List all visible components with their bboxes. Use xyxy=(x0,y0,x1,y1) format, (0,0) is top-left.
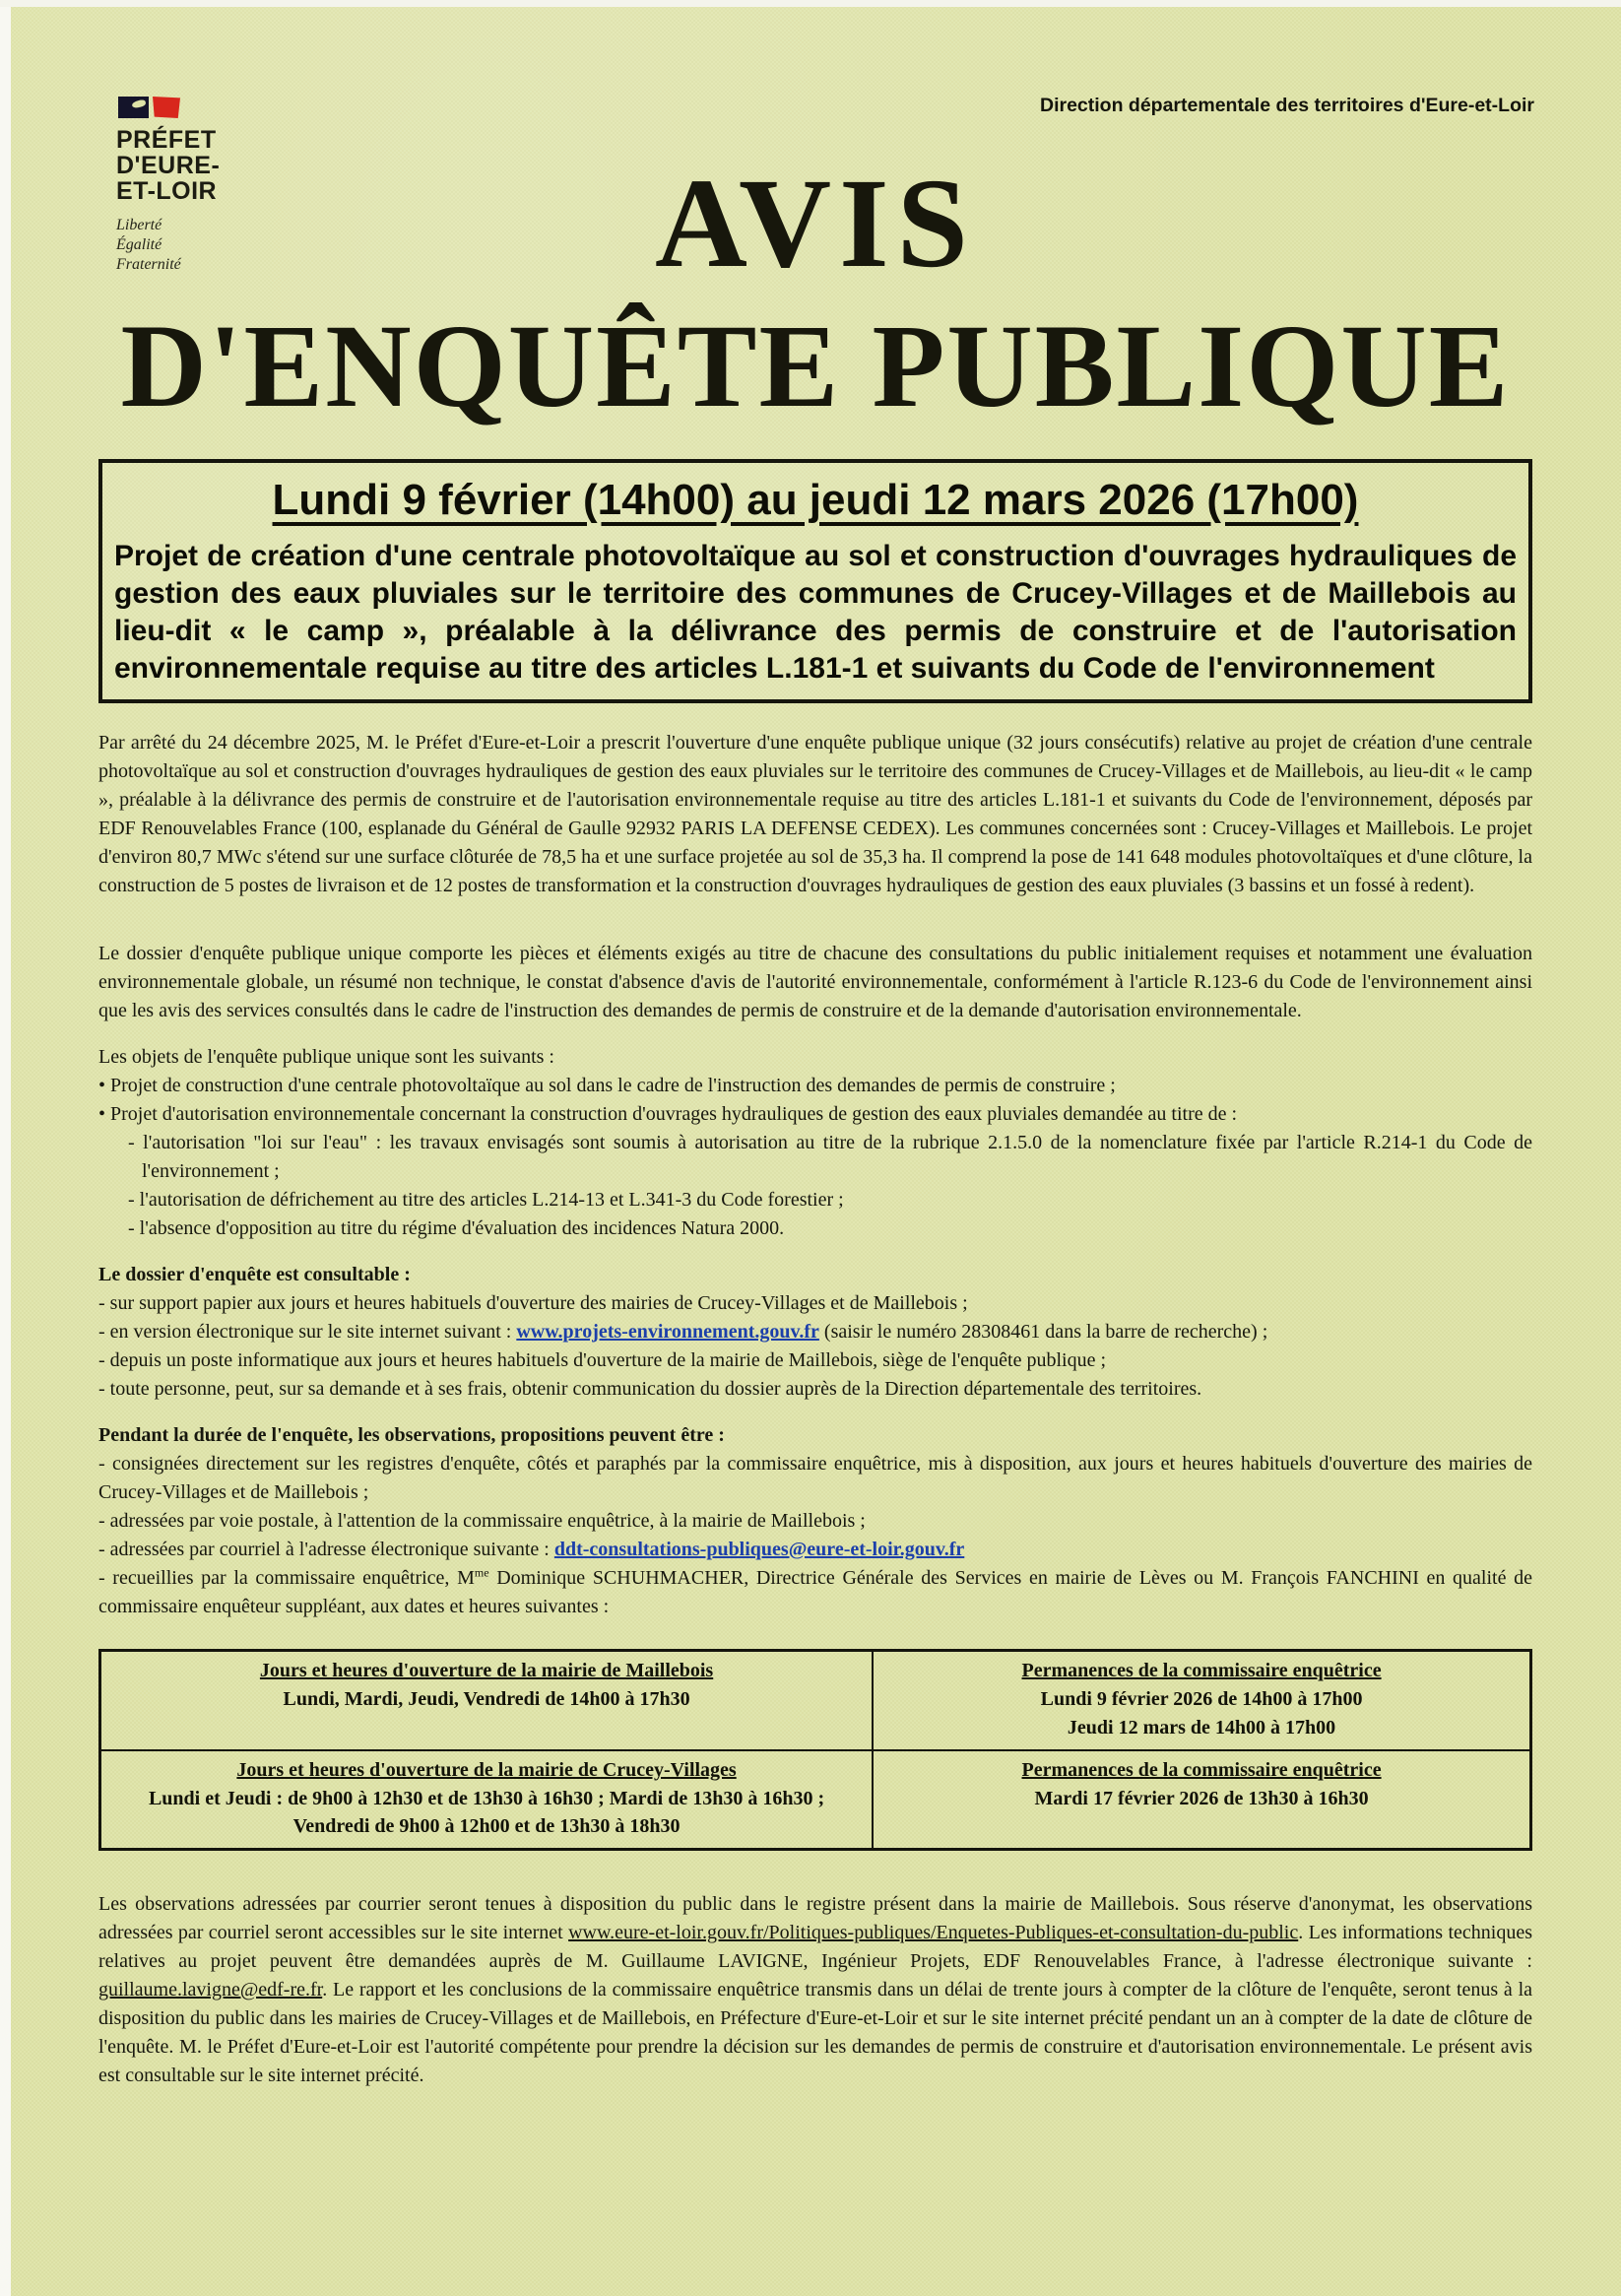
table-row-crucey-villages xyxy=(100,1750,1531,1850)
consultation-item-computer: - depuis un poste informatique aux jours et heures habituels d'ouverture de la mairie de Maillebois, siège de l'enquête publique ; xyxy=(98,1349,1107,1371)
closing-paragraph xyxy=(98,1890,1532,2090)
maillebois-hours-value: Lundi, Mardi, Jeudi, Vendredi de 14h00 à 17h30 xyxy=(283,1688,690,1710)
intro-paragraph: Par arrêté du 24 décembre 2025, M. le Préfet d'Eure-et-Loir a prescrit l'ouverture d'une enquête publique unique (32 jours consécutifs) relative au projet de création d'une centrale photovoltaïque au sol et construction d'ouvrages hydrauliques de gestion des eaux pluviales sur le territoire des communes de Crucey-Villages et de Maillebois, au lieu-dit « le camp », préalable à la délivrance des permis de construire et de l'autorisation environnementale requise au titre des articles L.181-1 et suivants du Code de l'environnement, déposés par EDF Renouvelables France (100, esplanade du Général de Gaulle 92932 PARIS LA DEFENSE CEDEX). Les communes concernées sont : Crucey-Villages et Maillebois. Le projet d'environ 80,7 MWc s'étend sur une surface clôturée de 78,5 ha et une surface projetée au sol de 35,3 ha. Il comprend la pose de 141 648 modules photovoltaïques et d'une clôture, la construction de 5 postes de livraison et de 12 postes de transformation et la construction d'ouvrages hydrauliques de gestion des eaux pluviales (3 bassins et un fossé à redent). xyxy=(98,732,1532,896)
objects-sub-natura2000: - l'absence d'opposition au titre du régime d'évaluation des incidences Natura 2000. xyxy=(128,1217,785,1239)
objects-bullet-construction: • Projet de construction d'une centrale photovoltaïque au sol dans le cadre de l'instruction des demandes de permis de construire ; xyxy=(98,1075,1116,1096)
consultation-header: Le dossier d'enquête est consultable : xyxy=(98,1264,411,1285)
motto-liberte: Liberté xyxy=(116,217,162,233)
permanence-date-1: Lundi 9 février 2026 de 14h00 à 17h00 xyxy=(1040,1688,1363,1710)
closing-part1: Les observations adressées par courrier seront tenues à disposition du public dans le registre présent dans la mairie de Maillebois. Sous réserve d'anonymat, les observations adressées par courriel seront accessibles sur le site internet xyxy=(98,1893,1532,1943)
observations-courriel-prefix: - adressées par courriel à l'adresse électronique suivante : xyxy=(98,1539,554,1560)
crucey-hours-value: Lundi et Jeudi : de 9h00 à 12h30 et de 13h30 à 16h30 ; Mardi de 13h30 à 16h30 ; Vendredi de 9h00 à 12h00 et de 13h30 à 18h30 xyxy=(148,1788,825,1837)
prefecture-name-line3: ET-LOIR xyxy=(116,177,218,205)
department-direction-line: Direction départementale des territoires d'Eure-et-Loir xyxy=(1039,95,1534,116)
lavigne-email-link[interactable]: guillaume.lavigne@edf-re.fr xyxy=(98,1979,323,2001)
scan-edge-top xyxy=(0,0,1621,7)
mme-superscript: me xyxy=(474,1565,489,1580)
french-republic-flag-icon xyxy=(118,97,372,118)
ddt-email-link[interactable]: ddt-consultations-publiques@eure-et-loir.gouv.fr xyxy=(553,1539,965,1560)
objects-sub-defrichement: - l'autorisation de défrichement au titre des articles L.214-13 et L.341-3 du Code forestier ; xyxy=(128,1189,844,1211)
objects-sub-loi-eau: - l'autorisation "loi sur l'eau" : les travaux envisagés sont soumis à autorisation au titre de la rubrique 2.1.5.0 de la nomenclature fixée par l'article R.214-1 du Code de l'environnement ; xyxy=(128,1132,1532,1182)
title-line2: D'ENQUÊTE PUBLIQUE xyxy=(120,300,1511,432)
permanences-header-2: Permanences de la commissaire enquêtrice xyxy=(1021,1759,1382,1781)
closing-part3: . Le rapport et les conclusions de la commissaire enquêtrice transmis dans un délai de trente jours à compter de la clôture de l'enquête, seront tenus à la disposition du public dans les mairies de Crucey-Villages et de Maillebois, en Préfecture d'Eure-et-Loir et sur le site internet précité pendant un an à compter de la date de clôture de l'enquête. M. le Préfet d'Eure-et-Loir est l'autorité compétente pour prendre la décision sur les demandes de permis de construire et d'autorisation environnementale. Le présent avis est consultable sur le site internet précité. xyxy=(98,1979,1532,2086)
permanences-cell-1 xyxy=(873,1651,1530,1751)
consultation-online-suffix: (saisir le numéro 28308461 dans la barre de recherche) ; xyxy=(818,1321,1268,1343)
crucey-hours-header: Jours et heures d'ouverture de la mairie de Crucey-Villages xyxy=(236,1759,737,1781)
observations-recueillies-suffix: Dominique SCHUHMACHER, Directrice Générale des Services en mairie de Lèves ou M. François FANCHINI en qualité de commissaire enquêteur suppléant, aux dates et heures suivantes : xyxy=(98,1567,1532,1617)
inquiry-date-range: Lundi 9 février (14h00) au jeudi 12 mars 2026 (17h00) xyxy=(272,476,1359,524)
motto-fraternite: Fraternité xyxy=(116,256,181,273)
permanence-date-2: Jeudi 12 mars de 14h00 à 17h00 xyxy=(1067,1717,1336,1738)
notice-box xyxy=(98,459,1532,703)
project-description: Projet de création d'une centrale photovoltaïque au sol et construction d'ouvrages hydrauliques de gestion des eaux pluviales sur le territoire des communes de Crucey-Villages et de Maillebois au lieu-dit « le camp », préalable à la délivrance des permis de construire et de l'autorisation environnementale requise au titre des articles L.181-1 et suivants du Code de l'environnement xyxy=(114,540,1517,685)
observations-header: Pendant la durée de l'enquête, les observations, propositions peuvent être : xyxy=(98,1424,725,1446)
prefecture-name-line2: D'EURE- xyxy=(116,152,221,179)
flag-red-block xyxy=(153,97,180,118)
maillebois-hours-header: Jours et heures d'ouverture de la mairie de Maillebois xyxy=(259,1660,714,1681)
consultation-online-prefix: - en version électronique sur le site internet suivant : xyxy=(98,1321,517,1343)
prefecture-name-line1: PRÉFET xyxy=(116,126,217,154)
projets-environnement-link[interactable]: www.projets-environnement.gouv.fr xyxy=(516,1321,819,1343)
consultation-item-paper: - sur support papier aux jours et heures habituels d'ouverture des mairies de Crucey-Villages et de Maillebois ; xyxy=(98,1292,968,1314)
dossier-consultation-section xyxy=(98,1261,1532,1404)
observations-item-recueillies xyxy=(98,1564,1532,1621)
permanences-header-1: Permanences de la commissaire enquêtrice xyxy=(1021,1660,1382,1681)
consultation-item-copy: - toute personne, peut, sur sa demande et à ses frais, obtenir communication du dossier auprès de la Direction départementale des territoires. xyxy=(98,1378,1202,1400)
objects-intro: Les objets de l'enquête publique unique sont les suivants : xyxy=(98,1046,554,1068)
inquiry-objects-section xyxy=(98,1043,1532,1243)
motto-egalite: Égalité xyxy=(116,236,162,253)
crucey-hours-cell xyxy=(100,1750,874,1850)
scan-edge-left xyxy=(0,0,11,2296)
objects-bullet-autorisation: • Projet d'autorisation environnementale concernant la construction d'ouvrages hydrauliques de gestion des eaux pluviales demandée au titre de : xyxy=(98,1103,1238,1125)
dossier-contents-paragraph: Le dossier d'enquête publique unique comporte les pièces et éléments exigés au titre de chacune des consultations du public initialement requises et notamment une évaluation environnementale globale, un résumé non technique, le constat d'absence d'avis de l'autorité environnementale, conformément à l'article R.123-6 du Code de l'environnement ainsi que les avis des services consultés dans le cadre de l'instruction des demandes de permis de construire et de la demande d'autorisation environnementale. xyxy=(98,943,1532,1021)
permanence-date-3: Mardi 17 février 2026 de 13h30 à 16h30 xyxy=(1034,1788,1369,1809)
observations-item-registres: - consignées directement sur les registres d'enquête, côtés et paraphés par la commissaire enquêtrice, mis à disposition, aux jours et heures habituels d'ouverture des mairies de Crucey-Villages et de Maillebois ; xyxy=(98,1453,1532,1503)
prefecture-logo xyxy=(116,97,372,275)
eure-et-loir-gouv-link[interactable]: www.eure-et-loir.gouv.fr/Politiques-publiques/Enquetes-Publiques-et-consultation-du-public xyxy=(568,1922,1299,1943)
observations-item-courriel xyxy=(98,1536,1532,1564)
permanences-cell-2 xyxy=(873,1750,1530,1850)
consultation-item-online xyxy=(98,1318,1532,1346)
observations-item-postale: - adressées par voie postale, à l'attention de la commissaire enquêtrice, à la mairie de Maillebois ; xyxy=(98,1510,866,1532)
table-row-maillebois xyxy=(100,1651,1531,1751)
observations-recueillies-prefix: - recueillies par la commissaire enquêtrice, M xyxy=(98,1567,475,1589)
maillebois-hours-cell xyxy=(100,1651,874,1751)
closing-part2: . Les informations techniques relatives au projet peuvent être demandées auprès de M. Guillaume LAVIGNE, Ingénieur Projets, EDF Renouvelables France, à l'adresse électronique suivante : xyxy=(98,1922,1532,1972)
schedule-table xyxy=(98,1649,1532,1851)
title-line1: AVIS xyxy=(655,153,976,295)
flag-dark-block xyxy=(118,97,149,118)
observations-section xyxy=(98,1421,1532,1621)
